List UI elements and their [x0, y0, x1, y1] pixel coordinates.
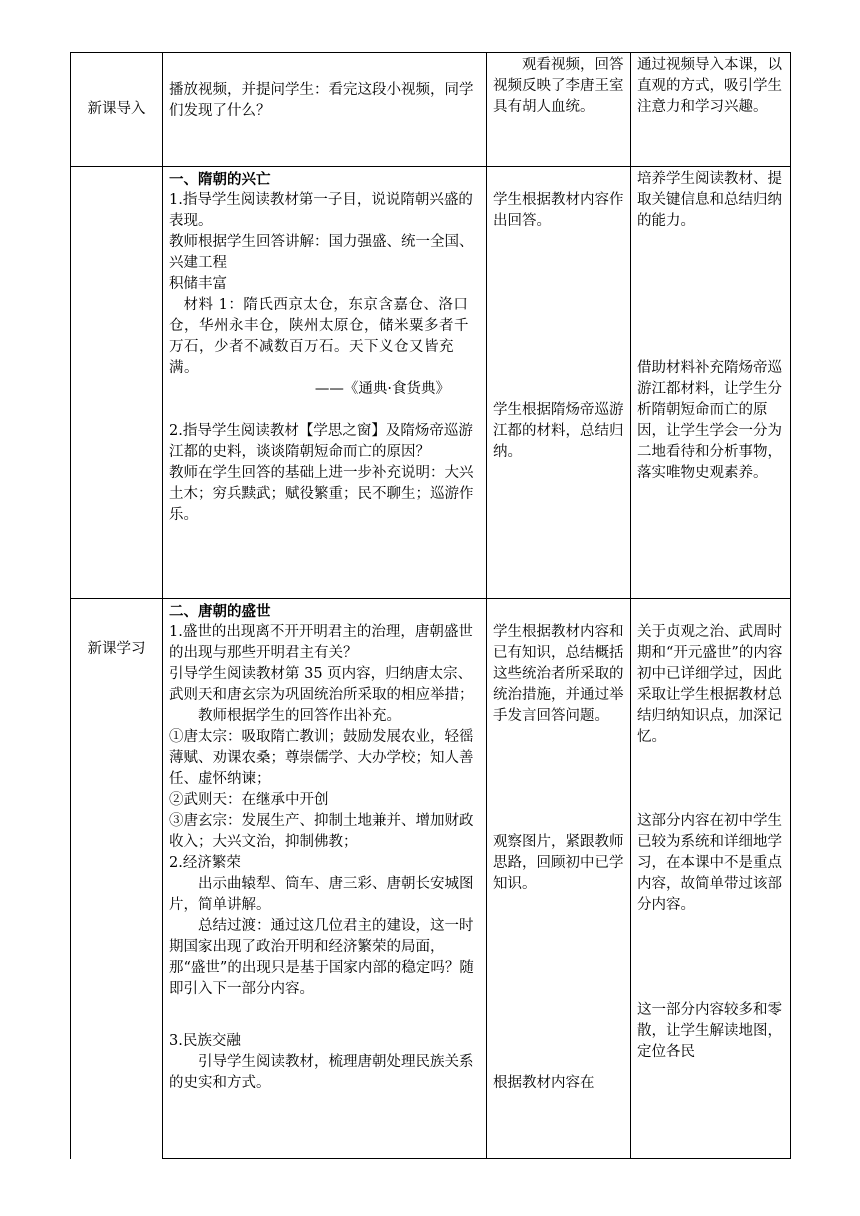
student-text: 学生根据教材内容作出回答。 [493, 192, 624, 229]
spacer [169, 400, 480, 421]
teacher-text: 积储丰富 [169, 276, 227, 292]
teacher-text: 2.指导学生阅读教材【学思之窗】及隋炀帝巡游江都的史料，谈谈隋朝短命而亡的原因？ [169, 423, 473, 460]
design-intent-cell [631, 53, 791, 167]
teacher-activity-cell [163, 53, 487, 167]
spacer [493, 232, 624, 400]
student-activity-cell [487, 167, 631, 599]
section-cell [71, 53, 163, 167]
spacer [493, 895, 624, 1073]
teacher-text: 教师在学生回答的基础上进一步补充说明：大兴土木；穷兵黩武；赋役繁重；民不聊生；巡游作乐。 [169, 465, 474, 523]
teacher-text: 1.指导学生阅读教材第一子目，说说隋朝兴盛的表现。 [169, 192, 473, 229]
teacher-text: 总结过渡：通过这几位君主的建设，这一时期国家出现了政治开明和经济繁荣的局面，那“盛世”的出现只是基于国家内部的稳定吗？随即引入下一部分内容。 [169, 918, 474, 997]
teacher-text: 教师根据学生回答讲解：国力强盛、统一全国、兴建工程 [169, 234, 474, 271]
student-text: 观看视频，回答视频反映了李唐王室具有胡人血统。 [493, 57, 624, 115]
teacher-text: 2.经济繁荣 [169, 855, 241, 871]
teacher-text: 教师根据学生的回答作出补充。 [198, 708, 401, 724]
intent-text: 这一部分内容较多和零散，让学生解读地图，定位各民 [637, 1002, 782, 1060]
student-text: 学生根据隋炀帝巡游江都的材料，总结归纳。 [493, 402, 624, 460]
student-activity-cell [487, 53, 631, 167]
section-cell [71, 167, 163, 599]
table-row [71, 53, 791, 167]
student-text: 学生根据教材内容和已有知识，总结概括这些统治者所采取的统治措施，并通过举手发言回答问题。 [493, 624, 624, 724]
spacer [493, 601, 624, 622]
section-label: 新课学习 [87, 641, 146, 657]
spacer [637, 916, 784, 1000]
spacer [637, 601, 784, 622]
design-intent-cell [631, 599, 791, 1159]
teacher-text: 引导学生阅读教材第 35 页内容，归纳唐太宗、武则天和唐玄宗为巩固统治所采取的相应举措； [169, 666, 474, 703]
teacher-text: ②武则天：在继承中开创 [169, 792, 329, 808]
teacher-text: 引导学生阅读教材，梳理唐朝处理民族关系的史实和方式。 [169, 1054, 474, 1091]
design-intent-cell [631, 167, 791, 599]
intent-text: 培养学生阅读教材、提取关键信息和总结归纳的能力。 [637, 171, 782, 229]
teacher-text: 出示曲辕犁、筒车、唐三彩、唐朝长安城图片，简单讲解。 [169, 876, 474, 913]
teacher-text: 播放视频，并提问学生：看完这段小视频，同学们发现了什么？ [169, 81, 474, 119]
student-text: 根据教材内容在 [493, 1075, 595, 1091]
spacer [637, 748, 784, 811]
spacer [493, 169, 624, 190]
intent-text: 这部分内容在初中学生已较为系统和详细地学习，在本课中不是重点内容，故简单带过该部分内容。 [637, 813, 782, 913]
subsection-heading: 二、唐朝的盛世 [169, 603, 271, 620]
intent-text: 关于贞观之治、武周时期和“开元盛世”的内容初中已详细学过，因此采取让学生根据教材总结归纳知识点，加深记忆。 [637, 624, 783, 745]
teacher-text: ③唐玄宗：发展生产、抑制土地兼并、增加财政收入；大兴文治，抑制佛教； [169, 813, 474, 850]
subsection-heading: 一、隋朝的兴亡 [169, 171, 271, 188]
spacer [637, 232, 784, 358]
section-label: 新课导入 [87, 101, 146, 117]
intent-text: 借助材料补充隋炀帝巡游江都材料，让学生分析隋朝短命而亡的原因，让学生学会一分为二地看待和分析事物，落实唯物史观素养。 [637, 360, 782, 481]
section-cell [71, 599, 163, 1159]
source-material: 材料 1：隋氏西京太仓，东京含嘉仓、洛口仓，华州永丰仓，陕州太原仓，储米粟多者千万石，少者不减数百万石。天下义仓又皆充满。 [169, 297, 469, 376]
table-row [71, 167, 791, 599]
table-row [71, 599, 791, 1159]
teacher-text: 1.盛世的出现离不开开明君主的治理，唐朝盛世的出现与那些开明君主有关？ [169, 624, 473, 661]
teacher-text: ①唐太宗：吸取隋亡教训；鼓励发展农业，轻徭薄赋、劝课农桑；尊崇儒学、大办学校；知人善任、虚怀纳谏； [169, 729, 474, 787]
teacher-activity-cell [163, 599, 487, 1159]
student-activity-cell [487, 599, 631, 1159]
spacer [493, 727, 624, 832]
student-text: 观察图片，紧跟教师思路，回顾初中已学知识。 [493, 834, 624, 892]
source-citation: ——《通典·食货典》 [314, 381, 450, 397]
teacher-text: 3.民族交融 [169, 1033, 241, 1049]
spacer [169, 1000, 480, 1031]
teacher-activity-cell [163, 167, 487, 599]
lesson-plan-table [70, 52, 791, 1159]
intent-text: 通过视频导入本课，以直观的方式，吸引学生注意力和学习兴趣。 [637, 57, 782, 115]
